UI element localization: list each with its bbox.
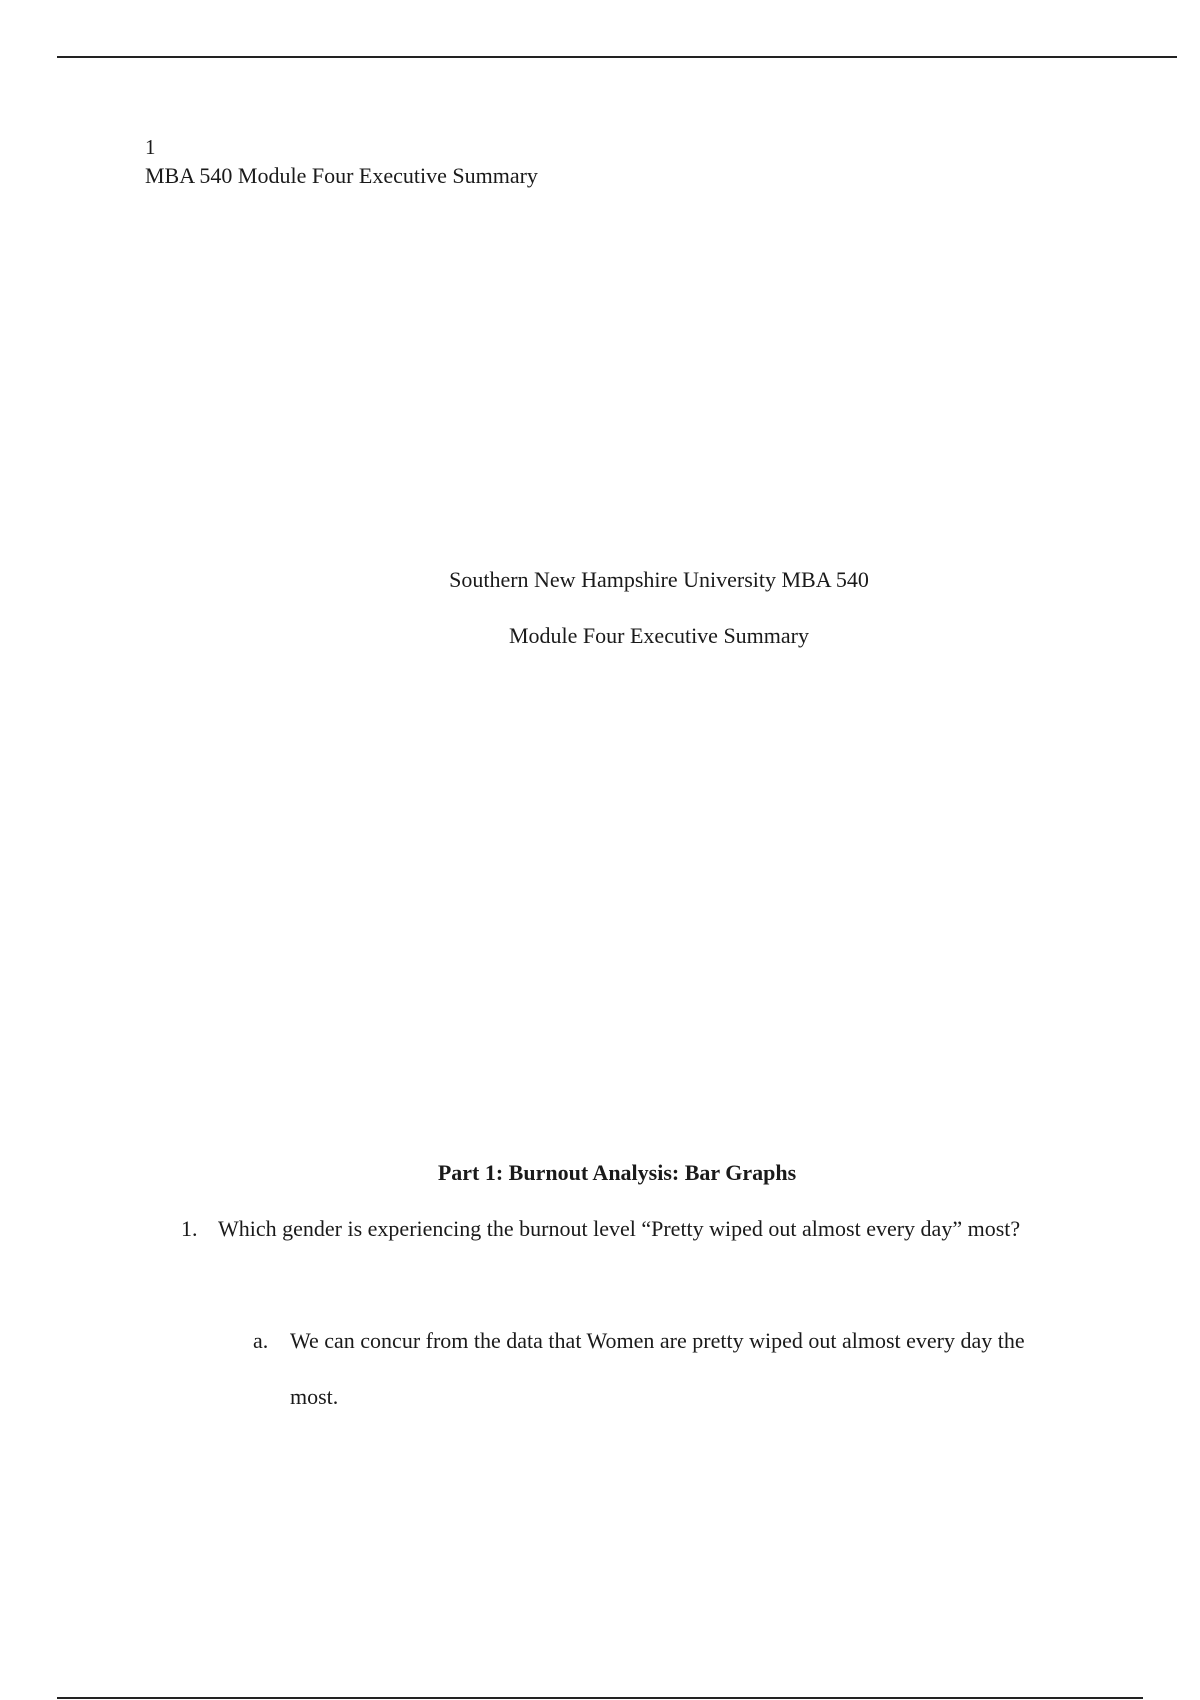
answer-text: We can concur from the data that Women are pretty wiped out almost every day the most.	[290, 1328, 1025, 1409]
title-document-line: Module Four Executive Summary	[508, 623, 809, 648]
question-marker: 1.	[181, 1216, 198, 1241]
header-rule	[57, 56, 1177, 58]
answer-marker: a.	[253, 1328, 269, 1353]
title-institution-line: Southern New Hampshire University MBA 540	[449, 567, 869, 592]
footer-rule	[57, 1697, 1143, 1699]
running-head: MBA 540 Module Four Executive Summary	[145, 163, 538, 188]
page-number: 1	[145, 135, 156, 159]
question-text: Which gender is experiencing the burnout level “Pretty wiped out almost every day” most?	[218, 1216, 1021, 1241]
section-heading: Part 1: Burnout Analysis: Bar Graphs	[437, 1160, 797, 1185]
